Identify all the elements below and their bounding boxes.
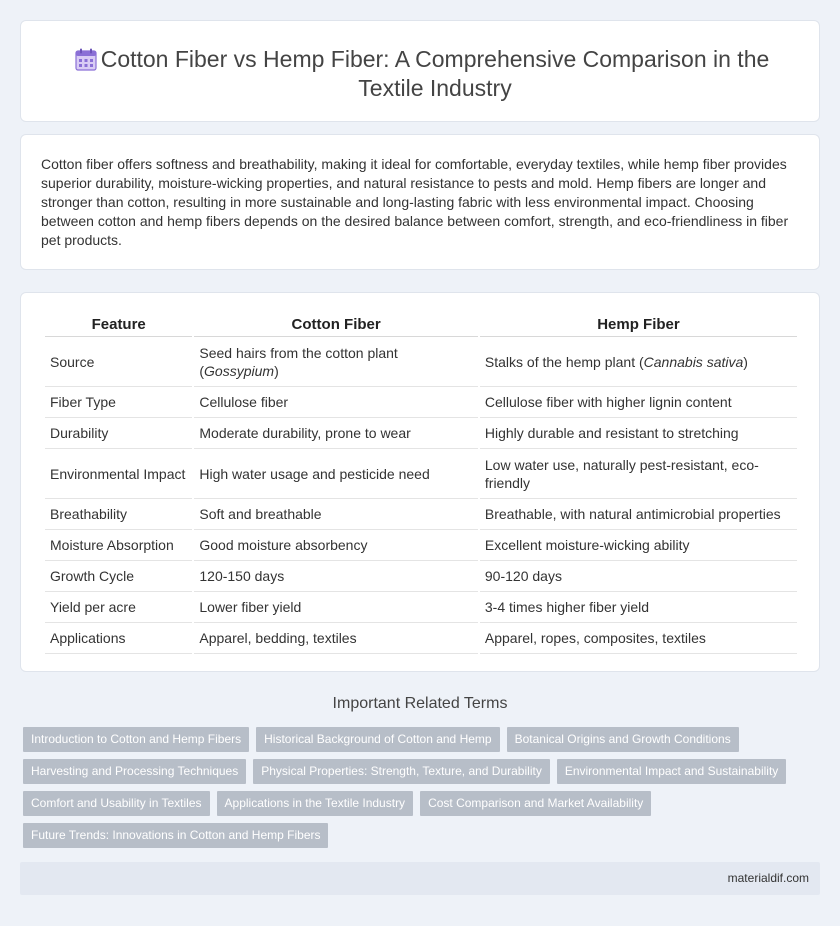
calendar-icon [75, 48, 97, 72]
title-wrap [61, 45, 799, 103]
hemp-cell [480, 337, 797, 387]
hemp-cell: 90-120 days [480, 561, 797, 592]
page-title: Cotton Fiber vs Hemp Fiber: A Comprehensive Comparison in the Textile Industry [100, 46, 770, 101]
related-term-tag[interactable]: Botanical Origins and Growth Conditions [507, 727, 739, 752]
hemp-cell: Low water use, naturally pest-resistant, eco-friendly [480, 449, 797, 499]
comparison-table-card [20, 292, 820, 672]
feature-cell: Source [45, 337, 192, 387]
related-term-tag[interactable]: Physical Properties: Strength, Texture, and Durability [253, 759, 550, 784]
feature-cell: Growth Cycle [45, 561, 192, 592]
cotton-cell: Good moisture absorbency [194, 530, 478, 561]
table-header-row [45, 311, 797, 337]
cotton-species: Gossypium [204, 362, 275, 379]
title-card [20, 20, 820, 122]
cotton-cell: High water usage and pesticide need [194, 449, 478, 499]
cotton-cell: Lower fiber yield [194, 592, 478, 623]
feature-cell: Moisture Absorption [45, 530, 192, 561]
header-hemp: Hemp Fiber [480, 311, 797, 337]
feature-cell: Fiber Type [45, 387, 192, 418]
feature-cell: Applications [45, 623, 192, 654]
hemp-cell: Cellulose fiber with higher lignin content [480, 387, 797, 418]
table-row [45, 418, 797, 449]
related-terms-list [23, 727, 823, 855]
related-term-tag[interactable]: Introduction to Cotton and Hemp Fibers [23, 727, 249, 752]
hemp-source-text: Stalks of the hemp plant ( [484, 353, 644, 370]
footer-site-link[interactable]: materialdif.com [727, 871, 809, 885]
hemp-cell: Apparel, ropes, composites, textiles [480, 623, 797, 654]
related-term-tag[interactable]: Comfort and Usability in Textiles [23, 791, 210, 816]
related-term-tag[interactable]: Applications in the Textile Industry [217, 791, 414, 816]
table-row [45, 337, 797, 387]
hemp-cell: 3-4 times higher fiber yield [480, 592, 797, 623]
table-row [45, 449, 797, 499]
hemp-cell: Excellent moisture-wicking ability [480, 530, 797, 561]
table-row [45, 561, 797, 592]
cotton-cell: Cellulose fiber [194, 387, 478, 418]
feature-cell: Breathability [45, 499, 192, 530]
cotton-cell: Apparel, bedding, textiles [194, 623, 478, 654]
comparison-table [43, 311, 799, 654]
cotton-cell [194, 337, 478, 387]
feature-cell: Yield per acre [45, 592, 192, 623]
related-term-tag[interactable]: Historical Background of Cotton and Hemp [256, 727, 499, 752]
related-term-tag[interactable]: Environmental Impact and Sustainability [557, 759, 786, 784]
related-terms-title: Important Related Terms [332, 695, 508, 712]
related-term-tag[interactable]: Cost Comparison and Market Availability [420, 791, 651, 816]
cotton-source-close: ) [274, 362, 279, 379]
related-term-tag[interactable]: Future Trends: Innovations in Cotton and Hemp Fibers [23, 823, 328, 848]
table-row [45, 387, 797, 418]
header-cotton: Cotton Fiber [194, 311, 478, 337]
table-row [45, 623, 797, 654]
table-row [45, 592, 797, 623]
cotton-cell: 120-150 days [194, 561, 478, 592]
hemp-source-close: ) [743, 353, 748, 370]
cotton-cell: Soft and breathable [194, 499, 478, 530]
hemp-cell: Highly durable and resistant to stretching [480, 418, 797, 449]
feature-cell: Durability [45, 418, 192, 449]
summary-text: Cotton fiber offers softness and breathability, making it ideal for comfortable, everyday textiles, while hemp fiber provides superior durability, moisture-wicking properties, and natural resistance to pests and mold. Hemp fibers are longer and stronger than cotton, resulting in more sustainable and long-lasting fabric with less environmental impact. Choosing between cotton and hemp fibers depends on the desired balance between comfort, strength, and eco-friendliness in fiber pet products. [41, 156, 789, 248]
cotton-cell: Moderate durability, prone to wear [194, 418, 478, 449]
summary-card [20, 134, 820, 270]
related-term-tag[interactable]: Harvesting and Processing Techniques [23, 759, 246, 784]
cotton-source-text: Seed hairs from the cotton plant ( [199, 344, 398, 379]
footer [20, 862, 820, 895]
header-feature: Feature [45, 311, 192, 337]
hemp-cell: Breathable, with natural antimicrobial properties [480, 499, 797, 530]
feature-cell: Environmental Impact [45, 449, 192, 499]
table-row [45, 530, 797, 561]
table-row [45, 499, 797, 530]
hemp-species: Cannabis sativa [643, 353, 744, 370]
